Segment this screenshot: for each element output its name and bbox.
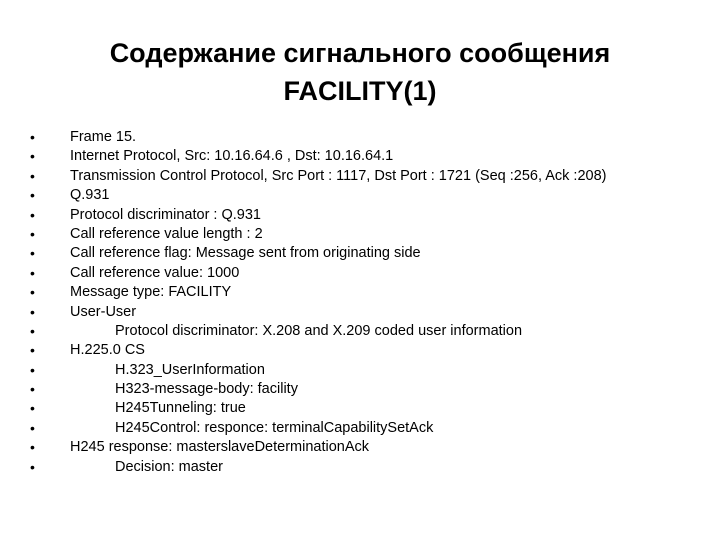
bullet-text: H245Tunneling: true [115,400,246,417]
bullet-text: Protocol discriminator : Q.931 [70,206,261,223]
bullet-item [30,303,700,322]
bullet-text: Call reference value: 1000 [70,264,240,281]
bullet-item [30,186,700,205]
bullet-item [30,264,700,283]
bullet-text: Message type: FACILITY [70,284,232,301]
bullet-icon: • [30,342,35,359]
bullet-item [30,147,700,166]
bullet-text: Protocol discriminator: X.208 and X.209 coded user information [115,322,523,339]
bullet-text: H323-message-body: facility [115,381,298,398]
bullet-text: Call reference value length : 2 [70,225,263,242]
bullet-icon: • [30,458,35,475]
bullet-icon: • [30,167,35,184]
bullet-item [30,128,700,147]
bullet-item [30,438,700,457]
bullet-text: H.323_UserInformation [115,361,265,378]
bullet-text: Q.931 [70,187,110,204]
bullet-icon: • [30,206,35,223]
bullet-text: H.225.0 CS [70,342,145,359]
bullet-item [30,283,700,302]
bullet-item [30,167,700,186]
bullet-text: User-User [70,303,137,320]
bullet-item [30,244,700,263]
bullet-icon: • [30,322,35,339]
bullet-text: Frame 15. [70,129,137,145]
slide-title [40,34,680,110]
bullet-item [30,361,700,380]
bullet-icon: • [30,225,35,242]
bullet-icon: • [30,284,35,301]
bullet-text: H245Control: responce: terminalCapabilitySetAck [115,419,434,436]
bullet-text: Decision: master [115,458,223,475]
bullet-icon: • [30,264,35,281]
bullet-icon: • [30,439,35,456]
bullet-icon: • [30,361,35,378]
bullet-icon: • [30,419,35,436]
bullet-item [30,225,700,244]
bullet-item [30,322,700,341]
bullet-text: Call reference flag: Message sent from originating side [70,245,421,262]
bullet-text: Internet Protocol, Src: 10.16.64.6 , Dst: 10.16.64.1 [70,148,394,165]
bullet-icon: • [30,148,35,165]
bullet-item [30,341,700,360]
bullet-icon: • [30,129,35,145]
bullet-item [30,380,700,399]
bullet-item [30,419,700,438]
slide-title-line-2: FACILITY(1) [283,76,437,106]
slide-title-line-1: Содержание сигнального сообщения [109,38,611,68]
bullet-item [30,458,700,477]
bullet-item [30,206,700,225]
bullet-icon: • [30,381,35,398]
bullet-icon: • [30,303,35,320]
bullet-icon: • [30,245,35,262]
bullet-text: H245 response: masterslaveDeterminationAck [70,439,369,456]
bullet-icon: • [30,400,35,417]
bullet-icon: • [30,187,35,204]
bullet-text: Transmission Control Protocol, Src Port : 1117, Dst Port : 1721 (Seq :256, Ack :208) [70,167,607,184]
bullet-item [30,399,700,418]
bullet-list [30,128,700,477]
